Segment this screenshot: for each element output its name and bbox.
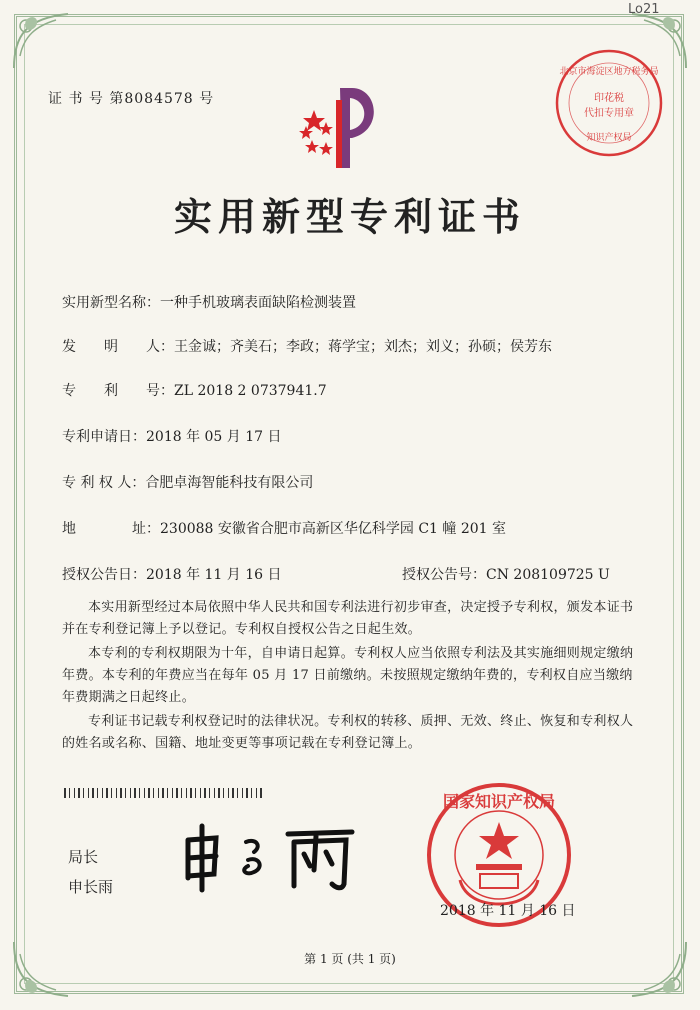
utility-model-name-row — [62, 292, 356, 312]
patentee-row — [62, 472, 313, 492]
stamp-center-line1: 印花税 — [594, 93, 624, 104]
corner-ornament-icon — [6, 934, 76, 1004]
grant-number-row — [402, 564, 610, 584]
certificate-number: 证 书 号 第8084578 号 — [48, 91, 215, 107]
body-paragraph: 本专利的专利权期限为十年，自申请日起算。专利权人应当依照专利法及其实施细则规定缴纳年费。本专利的年费应当在每年 05 月 17 日前缴纳。未按照规定缴纳年费的，专利权自应当缴纳年费期满之日起终止。 — [62, 646, 634, 705]
body-paragraph: 专利证书记载专利权登记时的法律状况。专利权的转移、质押、无效、终止、恢复和专利权人的姓名或名称、国籍、地址变更等事项记载在专利登记簿上。 — [62, 714, 634, 751]
field-value: 2018 年 05 月 17 日 — [146, 429, 282, 445]
field-label: 专 利 权 人： — [62, 475, 146, 491]
corner-ornament-icon — [624, 934, 694, 1004]
page-number: 第 1 页 (共 1 页) — [304, 952, 396, 966]
field-label: 专 利 号： — [62, 383, 174, 399]
handwritten-mark: Lo21 — [628, 2, 660, 17]
stamp-bottom-text: 知识产权局 — [586, 133, 632, 143]
director-title: 局长 — [68, 848, 99, 866]
field-value: 王金诚；齐美石；李政；蒋学宝；刘杰；刘义；孙硕；侯芳东 — [174, 339, 552, 355]
field-value: 2018 年 11 月 16 日 — [146, 567, 282, 583]
tax-stamp-seal — [552, 46, 666, 160]
stamp-center-line2: 代扣专用章 — [584, 108, 634, 119]
stamp-ring-text: 北京市海淀区地方税务局 — [559, 67, 659, 77]
body-paragraph: 本实用新型经过本局依照中华人民共和国专利法进行初步审查，决定授予专利权，颁发本证书并在专利登记簿上予以登记。专利权自授权公告之日起生效。 — [62, 600, 634, 637]
field-value: ZL 2018 2 0737941.7 — [174, 383, 327, 399]
filing-date-row — [62, 426, 282, 446]
grant-date-row — [62, 564, 282, 584]
field-label: 实用新型名称： — [62, 295, 160, 311]
field-label: 地 址： — [62, 521, 160, 537]
issue-date: 2018 年 11 月 16 日 — [440, 903, 576, 919]
field-value: 合肥卓海智能科技有限公司 — [145, 475, 314, 491]
patent-number-row — [62, 380, 327, 400]
field-label: 授权公告号： — [402, 567, 486, 583]
certificate-title: 实用新型专利证书 — [173, 194, 526, 239]
field-label: 授权公告日： — [62, 567, 146, 583]
patent-office-emblem-icon — [292, 80, 392, 175]
field-value: CN 208109725 U — [486, 567, 610, 583]
barcode-icon — [64, 788, 264, 798]
address-row — [62, 518, 506, 538]
corner-ornament-icon — [6, 6, 76, 76]
seal-text: 国家知识产权局 — [442, 792, 556, 811]
director-signature — [176, 820, 366, 895]
inventor-row — [62, 336, 552, 356]
field-label: 发 明 人： — [62, 339, 174, 355]
field-value: 一种手机玻璃表面缺陷检测装置 — [160, 295, 356, 311]
director-name: 申长雨 — [68, 878, 114, 896]
field-value: 230088 安徽省合肥市高新区华亿科学园 C1 幢 201 室 — [160, 521, 507, 537]
field-label: 专利申请日： — [62, 429, 146, 445]
